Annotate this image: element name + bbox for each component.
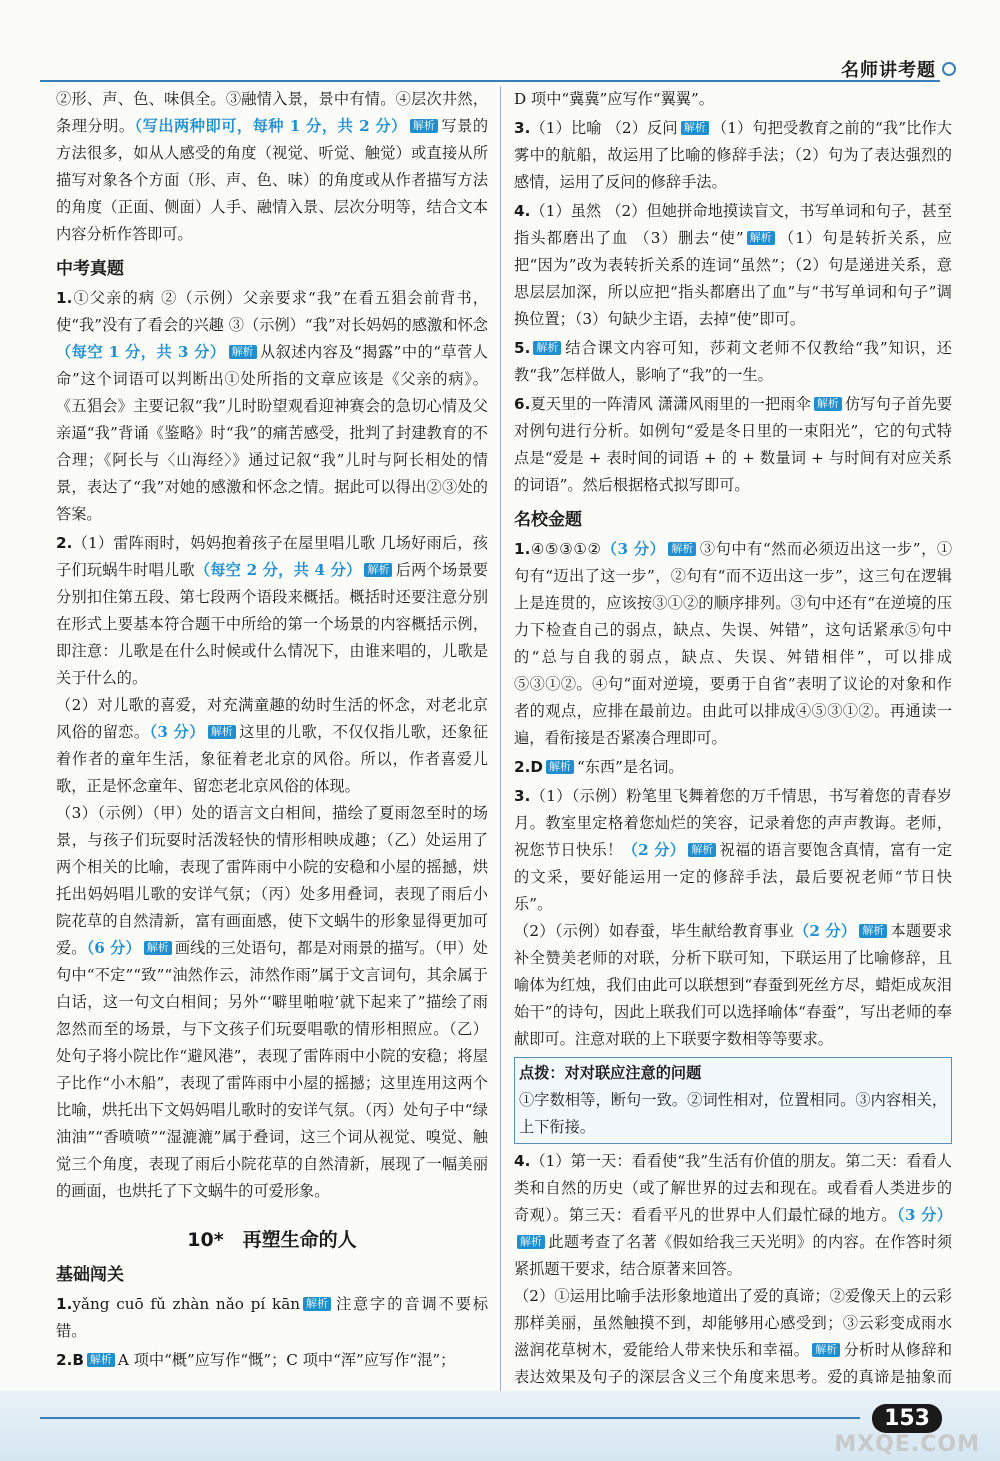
header-title: 名师讲考题 xyxy=(841,60,936,81)
analysis-tag: 解析 xyxy=(87,1353,115,1367)
column-divider xyxy=(500,86,501,1406)
question-3 xyxy=(514,115,952,196)
score-label: （2 分） xyxy=(622,841,686,859)
question-number: 2. xyxy=(514,758,531,776)
intro-text: ②形、声、色、味俱全。③融情入景，景中有情。④层次井然，条理分明。 xyxy=(56,90,488,135)
continued-text: D 项中“冀冀”应写作“翼翼”。 xyxy=(514,90,714,108)
tip-box xyxy=(514,1057,952,1144)
analysis-tag: 解析 xyxy=(364,563,392,577)
analysis-text: 分析时从修辞和表达效果及句子的深层含义三个角度来思考。爱的真谛是抽象而 xyxy=(514,1341,953,1386)
header-rule xyxy=(40,80,940,82)
analysis-text: 仿写句子首先要对例句进行分析。如例句“爱是冬日里的一束阳光”，它的句式特点是“爱是 + 表时间的词语 + 的 + 数量词 + 与时间有对应关系的词语”。然后根据格式拟写即可。 xyxy=(514,395,953,494)
answer-text: ①父亲的病 ②（示例）父亲要求“我”在看五猖会前背书，使“我”没有了看会的兴趣 ③（示例）“我”对长妈妈的感激和怀念 xyxy=(56,289,488,334)
analysis-text: 后两个场景要分别扣住第五段、第七段两个语段来概括。概括时还要注意分别在形式上要基本符合题干中所给的第一个场景的内容概括示例，即注意：儿歌是在什么时候或什么情况下，由谁来唱的，儿歌是关于什么的。 xyxy=(56,561,488,687)
intro-paragraph xyxy=(56,86,488,248)
school-question-4 xyxy=(514,1148,952,1283)
circle-icon xyxy=(942,62,956,76)
question-number: 3. xyxy=(514,787,531,805)
question-number: 2. xyxy=(56,534,73,552)
analysis-text: A 项中“概”应写作“慨”；C 项中“浑”应写作“混”； xyxy=(117,1351,456,1369)
answer-text: 夏天里的一阵清风 潇潇风雨里的一把雨伞 xyxy=(530,395,811,413)
score-label: （每空 1 分，共 3 分） xyxy=(56,343,226,361)
basic-question-2 xyxy=(56,1347,488,1374)
score-label: （每空 2 分，共 4 分） xyxy=(194,561,362,579)
analysis-text: ③句中有“然而必须迈出这一步”，①句有“迈出了这一步”，②句有“而不迈出这一步”，这三句在逻辑上是连贯的，应该按③①②的顺序排列。③句中还有“在逆境的压力下检查自己的弱点，缺点、失误、舛错”，这句话紧承⑤句中的“总与自我的弱点，缺点、失误、舛错相伴”，可以排成⑤③①②。④句“面对逆境，要勇于自省”表明了议论的对象和作者的观点，应排在最前边。由此可以排成④⑤③①②。再通读一遍，看衔接是否紧凑合理即可。 xyxy=(514,540,953,747)
analysis-text: （1）句把受教育之前的“我”比作大雾中的航船，故运用了比喻的修辞手法；（2）句为了表达强烈的感情，运用了反问的修辞手法。 xyxy=(514,119,952,191)
answer-text: B xyxy=(72,1351,84,1369)
answer-text: （2）（示例）如春蚕，毕生献给教育事业 xyxy=(514,922,794,940)
school-question-3-part-2 xyxy=(514,918,952,1053)
analysis-text: 注意字的音调不要标错。 xyxy=(56,1295,489,1340)
score-label: （写出两种即可，每种 1 分，共 2 分） xyxy=(134,117,407,135)
question-number: 1. xyxy=(56,1295,73,1313)
analysis-tag: 解析 xyxy=(812,1343,840,1357)
page-number: 153 xyxy=(872,1404,942,1433)
score-label: （2 分） xyxy=(793,922,857,940)
question-1 xyxy=(56,285,488,528)
score-label: （6 分） xyxy=(86,939,141,957)
right-column xyxy=(514,86,952,1418)
tip-title: 点拨：对对联应注意的问题 xyxy=(519,1064,702,1082)
score-label: （3 分） xyxy=(149,723,205,741)
analysis-text: 祝福的语言要饱含真情，富有一定的文采，要好能运用一定的修辞手法，最后要祝老师“节日快乐”。 xyxy=(514,841,953,913)
analysis-tag: 解析 xyxy=(747,231,775,245)
answer-text: （1）雷阵雨时，妈妈抱着孩子在屋里唱儿歌 几场好雨后，孩子们玩蜗牛时唱儿歌 xyxy=(56,534,488,579)
question-number: 2. xyxy=(56,1351,73,1369)
question-number: 1. xyxy=(56,289,73,307)
analysis-tag: 解析 xyxy=(410,119,438,133)
question-number: 4. xyxy=(514,1152,531,1170)
score-label: （3 分） xyxy=(896,1206,952,1224)
answer-text: （3）（示例）（甲）处的语言文白相间，描绘了夏雨忽至时的场景，与孩子们玩耍时活泼轻快的情形相映成趣；（乙）处运用了两个相关的比喻，表现了雷阵雨中小院的安稳和小屋的摇撼，烘托出妈妈唱儿歌的安详气氛；（丙）处多用叠词，表现了雨后小院花草的自然清新，富有画面感，使下文蜗牛的形象显得更加可爱。 xyxy=(56,804,488,957)
analysis-text: 结合课文内容可知，莎莉文老师不仅教给“我”知识，还教“我”怎样做人，影响了“我”的一生。 xyxy=(514,339,952,384)
answer-text: ④⑤③①② xyxy=(530,540,602,558)
answer-text: yǎng cuō fǔ zhàn nǎo pí kān xyxy=(72,1295,301,1313)
analysis-tag: 解析 xyxy=(668,542,696,556)
question-number: 3. xyxy=(514,119,531,137)
basic-question-1 xyxy=(56,1291,488,1345)
analysis-tag: 解析 xyxy=(303,1297,331,1311)
question-number: 6. xyxy=(514,395,531,413)
watermark: MXQE.COM xyxy=(834,1432,980,1457)
intro-analysis: 写景的方法很多，如从人感受的角度（视觉、听觉、触觉）或直接从所描写对象各个方面（形、声、色、味）的角度或从作者描写方法的角度（正面、侧面）人手、融情入景、层次分明等，结合文本内容分析作答即可。 xyxy=(56,117,489,243)
answer-text: D xyxy=(530,758,543,776)
analysis-text: “东西”是名词。 xyxy=(576,758,684,776)
analysis-tag: 解析 xyxy=(681,121,709,135)
question-2 xyxy=(56,530,488,692)
analysis-tag: 解析 xyxy=(546,760,574,774)
lesson-title: 10* 再塑生命的人 xyxy=(187,1229,357,1251)
tip-text: ①字数相等，断句一致。②词性相对，位置相同。③内容相关，上下衔接。 xyxy=(519,1091,947,1136)
question-2-part-2 xyxy=(56,692,488,800)
question-2-part-3 xyxy=(56,800,488,1205)
question-number: 1. xyxy=(514,540,531,558)
school-question-3 xyxy=(514,783,952,918)
analysis-tag: 解析 xyxy=(517,1235,545,1249)
analysis-tag: 解析 xyxy=(229,345,257,359)
analysis-tag: 解析 xyxy=(688,843,716,857)
section-heading: 基础闯关 xyxy=(56,1265,124,1285)
answer-text: （2）对儿歌的喜爱，对充满童趣的幼时生活的怀念，对老北京风俗的留恋。 xyxy=(56,696,488,741)
analysis-tag: 解析 xyxy=(814,397,842,411)
analysis-tag: 解析 xyxy=(144,941,172,955)
answer-text: （1）比喻 （2）反问 xyxy=(530,119,678,137)
section-heading: 中考真题 xyxy=(56,259,124,279)
answer-text: （2）①运用比喻手法形象地道出了爱的真谛；②爱像天上的云彩那样美丽，虽然触摸不到，却能够用心感受到；③云彩变成雨水滋润花草树木，爱能给人带来快乐和幸福。 xyxy=(514,1287,952,1359)
answer-text: （1）（示例）粉笔里飞舞着您的万千情思，书写着您的青春岁月。教室里定格着您灿烂的笑容，记录着您的声声教诲。老师，祝您节日快乐！ xyxy=(514,787,952,859)
analysis-text: 此题考查了名著《假如给我三天光明》的内容。在作答时须紧抓题干要求，结合原著来回答。 xyxy=(514,1233,952,1278)
analysis-tag: 解析 xyxy=(208,725,236,739)
answer-text: （1）虽然 （2）但她拼命地摸读盲文，书写单词和句子，甚至指头都磨出了血 （3）删去“使” xyxy=(514,202,952,247)
question-number: 4. xyxy=(514,202,531,220)
question-5 xyxy=(514,335,952,389)
analysis-text: 从叙述内容及“揭露”中的“草菅人命”这个词语可以判断出①处所指的文章应该是《父亲的病》。《五猖会》主要记叙“我”儿时盼望观看迎神赛会的急切心情及父亲逼“我”背诵《鉴略》时“我”的痛苦感受，批判了封建教育的不合理；《阿长与〈山海经〉》通过记叙“我”儿时与阿长相处的情景，表达了“我”对她的感激和怀念之情。据此可以得出②③处的答案。 xyxy=(56,343,488,523)
analysis-text: （1）句是转折关系，应把“因为”改为表转折关系的连词“虽然”；（2）句是递进关系，意思层层加深，所以应把“指头都磨出了血”与“书写单词和句子”调换位置；（3）句缺少主语，去掉“使”即可。 xyxy=(514,229,952,328)
answer-text: （1）第一天：看看使“我”生活有价值的朋友。第二天：看看人类和自然的历史（或了解世界的过去和现在。或看看人类进步的奇观）。第三天：看看平凡的世界中人们最忙碌的地方。 xyxy=(514,1152,952,1224)
section-heading: 名校金题 xyxy=(514,510,582,530)
school-question-2 xyxy=(514,754,952,781)
question-number: 5. xyxy=(514,339,531,357)
analysis-text: 画线的三处语句，都是对雨景的描写。（甲）处句中“不定”“致”“油然作云，沛然作雨”属于文言词句，其余属于白话，这一句文白相间；另外“‘噼里啪啦’就下起来了”描绘了雨忽然而至的场景，与下文孩子们玩耍唱歌的情形相照应。（乙）处句子将小院比作“避风港”，表现了雷阵雨中小院的安稳；将屋子比作“小木船”，表现了雷阵雨中小屋的摇撼；这里连用这两个比喻，烘托出下文妈妈唱儿歌时的安详气氛。（丙）处句子中“绿油油”“香喷喷”“湿漉漉”属于叠词，这三个词从视觉、嗅觉、触觉三个角度，表现了雨后小院花草的自然清新，展现了一幅美丽的画面，也烘托了下文蜗牛的可爱形象。 xyxy=(56,939,488,1200)
school-question-1 xyxy=(514,536,952,752)
score-label: （3 分） xyxy=(601,540,666,558)
question-6 xyxy=(514,391,952,499)
question-4 xyxy=(514,198,952,333)
analysis-tag: 解析 xyxy=(859,924,887,938)
left-column xyxy=(56,86,488,1374)
analysis-text: 这里的儿歌，不仅仅指儿歌，还象征着作者的童年生活，象征着老北京的风俗。所以，作者喜爱儿歌，正是怀念童年、留恋老北京风俗的体现。 xyxy=(56,723,489,795)
analysis-text: 本题要求补全赞美老师的对联，分析下联可知，下联运用了比喻修辞，且喻体为红烛，我们由此可以联想到“春蚕到死丝方尽，蜡炬成灰泪始干”的诗句，因此上联我们可以选择喻体“春蚕”，写出老师的奉献即可。注意对联的上下联要字数相等等要求。 xyxy=(514,922,953,1048)
analysis-tag: 解析 xyxy=(533,341,561,355)
footer-rule xyxy=(40,1417,860,1419)
